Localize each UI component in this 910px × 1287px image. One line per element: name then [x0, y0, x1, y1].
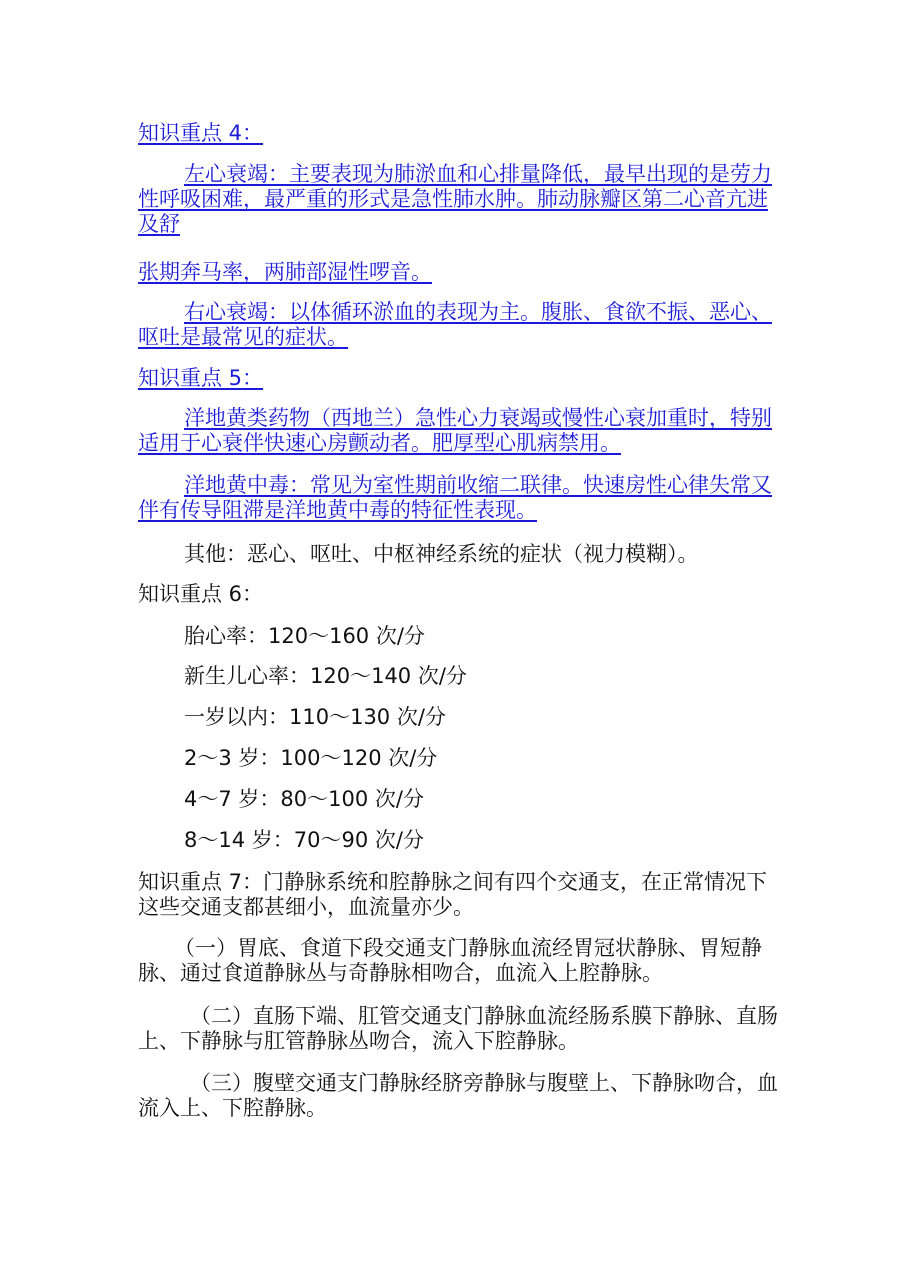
heart-rate-fetal: 胎心率：120～160 次/分 [184, 624, 425, 648]
paragraph-left-heart-failure[interactable]: 左心衰竭：主要表现为肺淤血和心排量降低，最早出现的是劳力性呼吸困难，最严重的形式是急性肺水肿。肺动脉瓣区第二心音亢进及舒 [138, 162, 772, 236]
heading-key-point-4[interactable]: 知识重点 4： [138, 121, 264, 145]
paragraph-anastomosis-1: （一）胃底、食道下段交通支门静脉血流经胃冠状静脉、胃短静脉、通过食道静脉丛与奇静脉相吻合，血流入上腔静脉。 [138, 936, 762, 985]
paragraph-digitalis-drugs[interactable]: 洋地黄类药物（西地兰）急性心力衰竭或慢性心衰加重时，特别适用于心衰伴快速心房颤动者。肥厚型心肌病禁用。 [138, 406, 772, 455]
paragraph-right-heart-failure[interactable]: 右心衰竭：以体循环淤血的表现为主。腹胀、食欲不振、恶心、呕吐是最常见的症状。 [138, 300, 772, 349]
paragraph-other-symptoms: 其他：恶心、呕吐、中枢神经系统的症状（视力模糊）。 [184, 542, 699, 566]
paragraph-anastomosis-2: （二）直肠下端、肛管交通支门静脉血流经肠系膜下静脉、直肠上、下静脉与肛管静脉丛吻合，流入下腔静脉。 [138, 1004, 778, 1053]
heart-rate-4-7-years: 4～7 岁：80～100 次/分 [184, 787, 424, 811]
heart-rate-8-14-years: 8～14 岁：70～90 次/分 [184, 828, 424, 852]
heart-rate-under-one-year: 一岁以内：110～130 次/分 [184, 705, 446, 729]
heading-key-point-6: 知识重点 6： [138, 582, 264, 606]
paragraph-left-heart-failure-continued[interactable]: 张期奔马率，两肺部湿性啰音。 [138, 260, 432, 284]
paragraph-digitalis-toxicity[interactable]: 洋地黄中毒：常见为室性期前收缩二联律。快速房性心律失常又伴有传导阻滞是洋地黄中毒的特征性表现。 [138, 473, 772, 522]
heading-key-point-5[interactable]: 知识重点 5： [138, 366, 264, 390]
paragraph-anastomosis-3: （三）腹壁交通支门静脉经脐旁静脉与腹壁上、下静脉吻合，血流入上、下腔静脉。 [138, 1071, 778, 1120]
heart-rate-2-3-years: 2～3 岁：100～120 次/分 [184, 746, 438, 770]
heading-key-point-7: 知识重点 7：门静脉系统和腔静脉之间有四个交通支，在正常情况下这些交通支都甚细小，血流量亦少。 [138, 870, 768, 919]
heart-rate-newborn: 新生儿心率：120～140 次/分 [184, 664, 467, 688]
